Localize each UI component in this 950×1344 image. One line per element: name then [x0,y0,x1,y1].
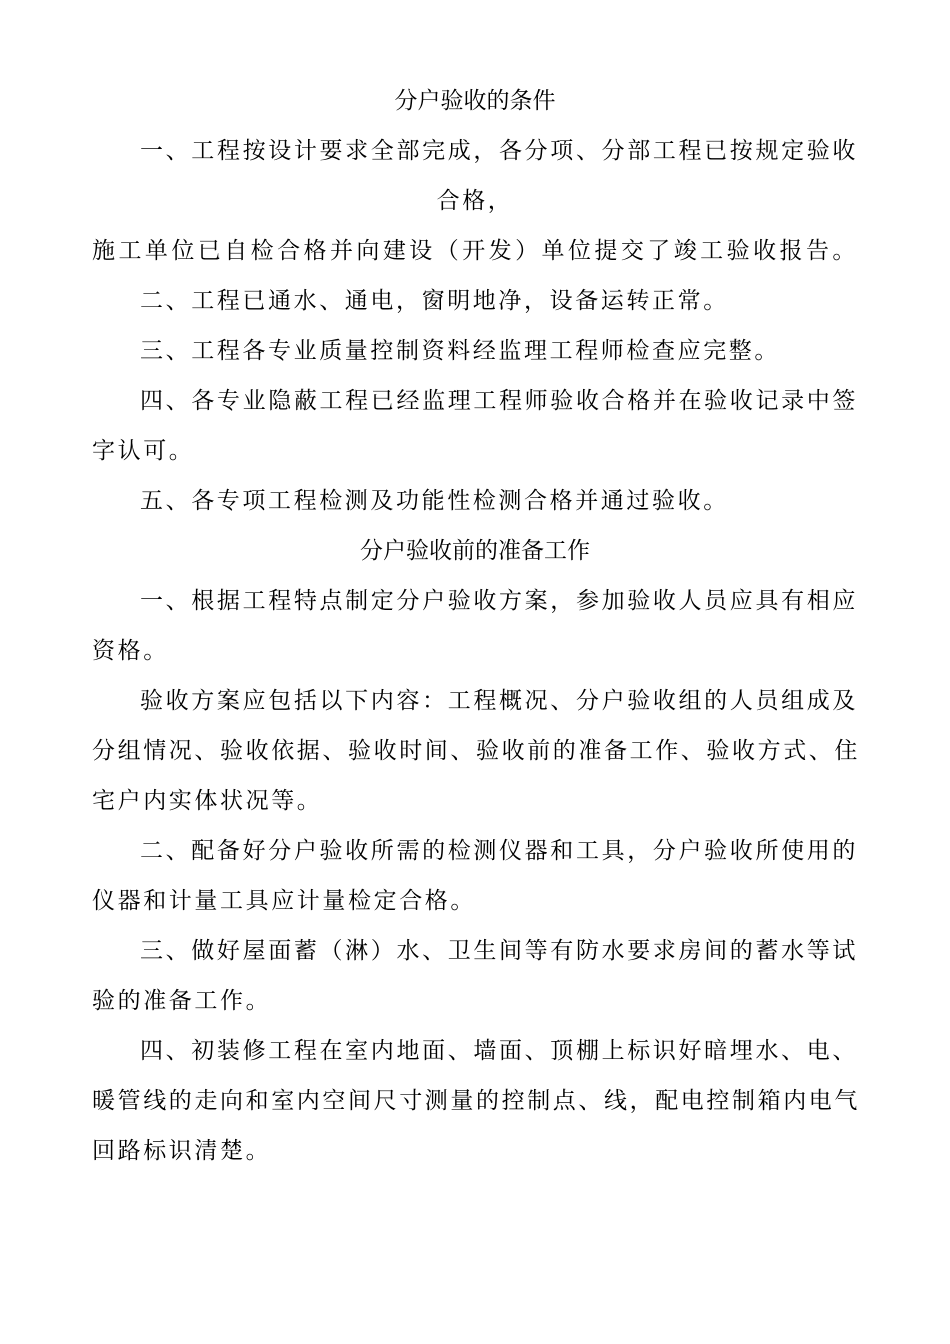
section-title-preparation: 分户验收前的准备工作 [360,538,590,564]
paragraph-line: 施工单位已自检合格并向建设（开发）单位提交了竣工验收报告。 [92,238,858,264]
paragraph-line: 一、工程按设计要求全部完成，各分项、分部工程已按规定验收 [140,138,858,164]
paragraph-line: 三、工程各专业质量控制资料经监理工程师检查应完整。 [140,338,780,364]
paragraph-line: 回路标识清楚。 [92,1138,272,1164]
paragraph-line: 验的准备工作。 [92,988,272,1014]
paragraph-line: 四、各专业隐蔽工程已经监理工程师验收合格并在验收记录中签 [140,388,858,414]
paragraph-line: 暖管线的走向和室内空间尺寸测量的控制点、线，配电控制箱内电气 [92,1088,860,1114]
paragraph-line: 合格， [436,188,514,214]
paragraph-line: 五、各专项工程检测及功能性检测合格并通过验收。 [140,488,729,514]
paragraph-line: 资格。 [92,638,169,664]
paragraph-line: 二、工程已通水、通电，窗明地净，设备运转正常。 [140,288,729,314]
paragraph-line: 分组情况、验收依据、验收时间、验收前的准备工作、验收方式、住 [92,738,860,764]
paragraph-line: 二、配备好分户验收所需的检测仪器和工具，分户验收所使用的 [140,838,858,864]
paragraph-line: 字认可。 [92,438,195,464]
section-title-conditions: 分户验收的条件 [394,88,556,114]
paragraph-line: 验收方案应包括以下内容：工程概况、分户验收组的人员组成及 [140,688,858,714]
paragraph-line: 四、初装修工程在室内地面、墙面、顶棚上标识好暗埋水、电、 [140,1038,858,1064]
paragraph-line: 一、根据工程特点制定分户验收方案，参加验收人员应具有相应 [140,588,858,614]
paragraph-line: 仪器和计量工具应计量检定合格。 [92,888,476,914]
paragraph-line: 三、做好屋面蓄（淋）水、卫生间等有防水要求房间的蓄水等试 [140,938,858,964]
paragraph-line: 宅户内实体状况等。 [92,788,323,814]
document-page [92,0,858,1344]
